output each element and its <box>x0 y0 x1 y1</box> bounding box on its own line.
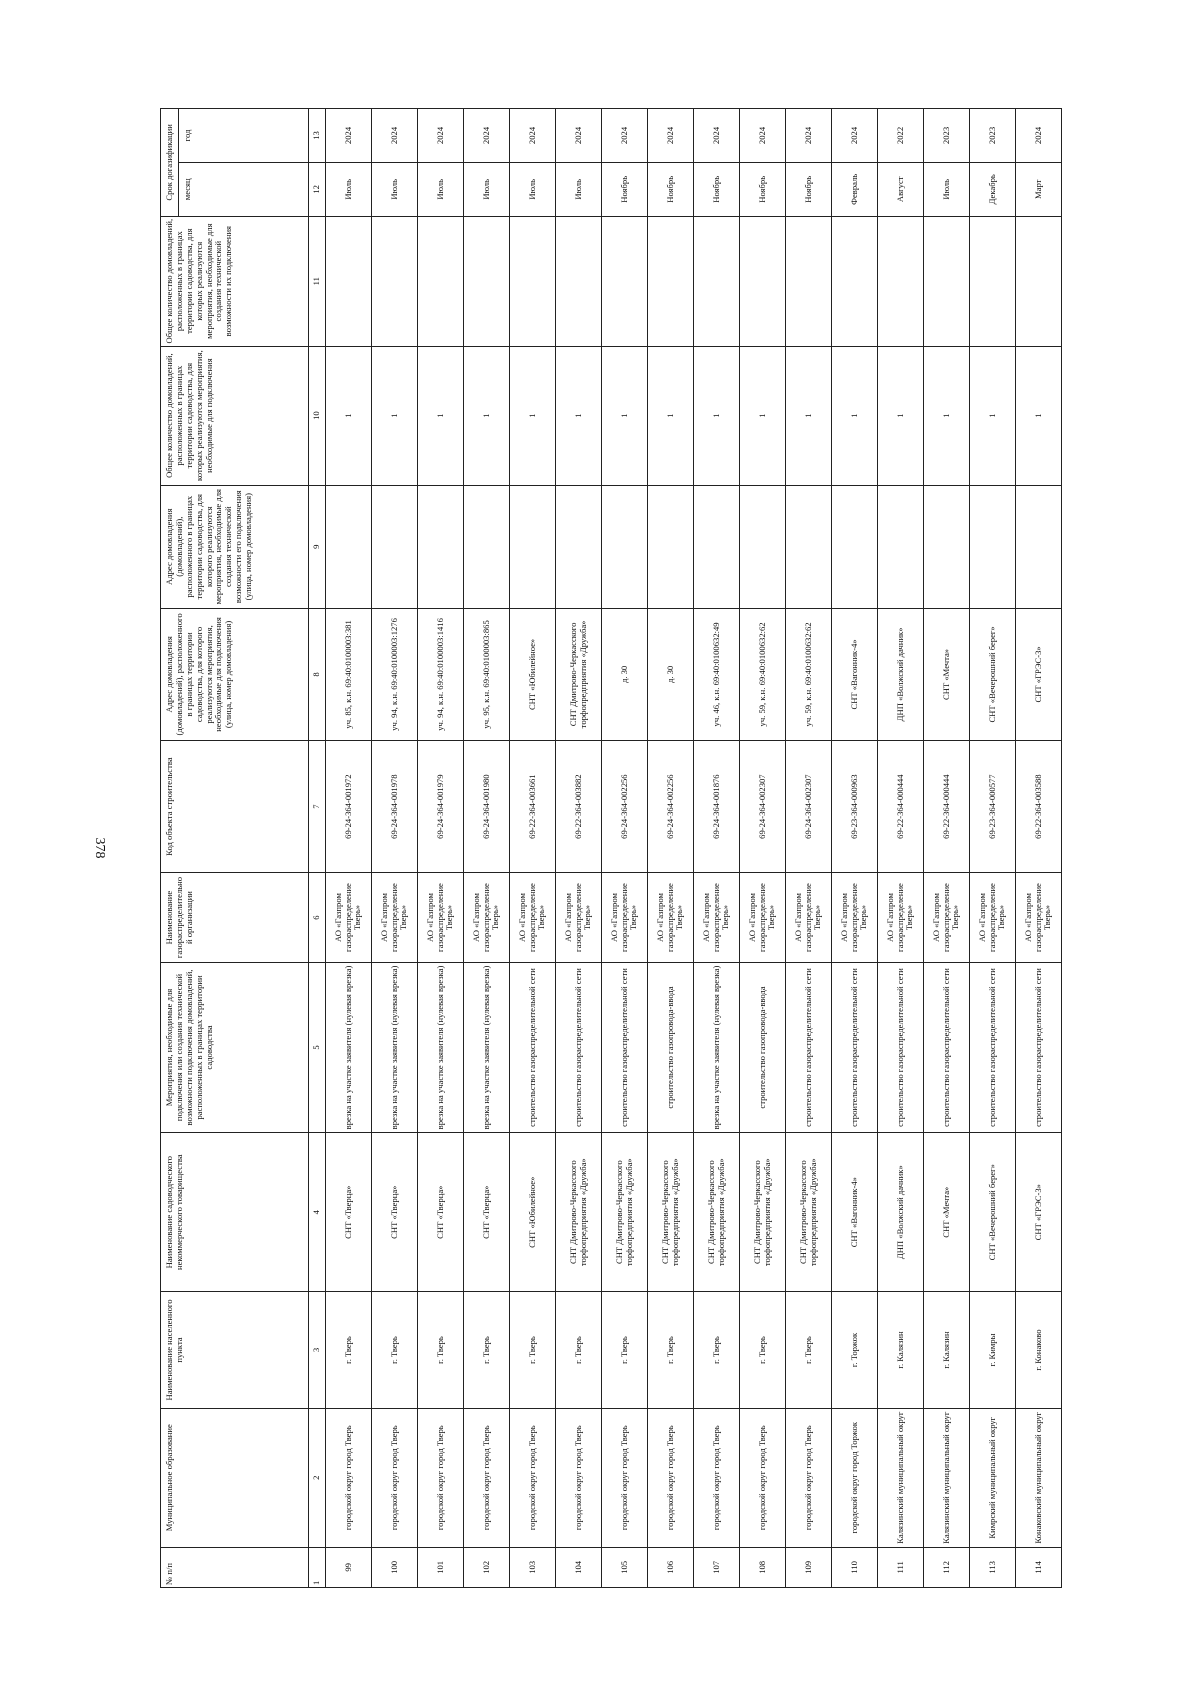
header-year: год <box>179 109 309 163</box>
month-cell: Июль <box>464 162 510 216</box>
month-cell: Июль <box>418 162 464 216</box>
month-cell: Август <box>878 162 924 216</box>
code-cell: 69-24-364-002307 <box>786 741 832 873</box>
snt-cell: СНТ Дмитрово-Черкасского торфопредприятия «Дружба» <box>648 1133 694 1292</box>
code-cell: 69-23-364-000577 <box>970 741 1016 873</box>
address-capability-cell <box>556 485 602 608</box>
column-number: 11 <box>309 216 326 346</box>
address-connect-cell: д. 30 <box>602 608 648 740</box>
address-connect-cell: уч. 85, к.н. 69:40:0100003:381 <box>326 608 372 740</box>
header-count-capability: Общее количество домовладений, расположенных в границах территории садоводства, для которых реализуются мероприятия, необходимые для создания технической возможности их подключения <box>161 216 309 346</box>
organization-cell: АО «Газпром газораспределение Тверь» <box>556 873 602 963</box>
event-cell: строительство газораспределительной сети <box>1016 962 1062 1132</box>
settlement-cell: г. Тверь <box>740 1292 786 1409</box>
column-numbers-row <box>309 109 326 1588</box>
address-connect-cell: уч. 94, к.н. 69:40:0100003:1276 <box>372 608 418 740</box>
settlement-cell: г. Тверь <box>372 1292 418 1409</box>
address-capability-cell <box>372 485 418 608</box>
organization-cell: АО «Газпром газораспределение Тверь» <box>924 873 970 963</box>
column-number: 10 <box>309 346 326 485</box>
snt-cell: СНТ «Мечта» <box>924 1133 970 1292</box>
column-number: 6 <box>309 873 326 963</box>
address-connect-cell: СНТ «Вечерошний берег» <box>970 608 1016 740</box>
count-connect-cell: 1 <box>878 346 924 485</box>
event-cell: врезка на участке заявителя (нулевая врезка) <box>464 962 510 1132</box>
event-cell: строительство газораспределительной сети <box>556 962 602 1132</box>
table-row <box>970 109 1016 1588</box>
organization-cell: АО «Газпром газораспределение Тверь» <box>832 873 878 963</box>
code-cell: 69-24-364-002307 <box>740 741 786 873</box>
organization-cell: АО «Газпром газораспределение Тверь» <box>648 873 694 963</box>
event-cell: строительство газораспределительной сети <box>970 962 1016 1132</box>
column-number: 13 <box>309 109 326 163</box>
count-capability-cell <box>418 216 464 346</box>
count-capability-cell <box>648 216 694 346</box>
municipality-cell: Конаковский муниципальный округ <box>1016 1408 1062 1547</box>
address-capability-cell <box>464 485 510 608</box>
column-number: 8 <box>309 608 326 740</box>
code-cell: 69-22-364-000444 <box>924 741 970 873</box>
table-row <box>878 109 924 1588</box>
count-connect-cell: 1 <box>1016 346 1062 485</box>
snt-cell: СНТ Дмитрово-Черкасского торфопредприятия «Дружба» <box>694 1133 740 1292</box>
settlement-cell: г. Конаково <box>1016 1292 1062 1409</box>
count-connect-cell: 1 <box>786 346 832 485</box>
month-cell: Июль <box>556 162 602 216</box>
count-connect-cell: 1 <box>556 346 602 485</box>
table-body <box>326 109 1062 1588</box>
month-cell: Ноябрь <box>740 162 786 216</box>
settlement-cell: г. Тверь <box>602 1292 648 1409</box>
event-cell: врезка на участке заявителя (нулевая врезка) <box>326 962 372 1132</box>
address-capability-cell <box>832 485 878 608</box>
code-cell: 69-24-364-001979 <box>418 741 464 873</box>
count-connect-cell: 1 <box>648 346 694 485</box>
snt-cell: СНТ Дмитрово-Черкасского торфопредприятия «Дружба» <box>556 1133 602 1292</box>
municipality-cell: Калязинский муниципальный округ <box>878 1408 924 1547</box>
snt-cell: СНТ Дмитрово-Черкасского торфопредприятия «Дружба» <box>740 1133 786 1292</box>
snt-cell: ДНП «Волжский дачник» <box>878 1133 924 1292</box>
row-number-cell: 103 <box>510 1547 556 1587</box>
event-cell: строительство газораспределительной сети <box>602 962 648 1132</box>
table-container <box>160 108 1060 1588</box>
header-snt: Наименование садоводческого некоммерческого товарищества <box>161 1133 309 1292</box>
year-cell: 2024 <box>602 109 648 163</box>
address-capability-cell <box>510 485 556 608</box>
organization-cell: АО «Газпром газораспределение Тверь» <box>464 873 510 963</box>
header-code: Код объекта строительства <box>161 741 309 873</box>
table-row <box>602 109 648 1588</box>
month-cell: Ноябрь <box>694 162 740 216</box>
year-cell: 2024 <box>326 109 372 163</box>
count-connect-cell: 1 <box>694 346 740 485</box>
organization-cell: АО «Газпром газораспределение Тверь» <box>740 873 786 963</box>
count-capability-cell <box>924 216 970 346</box>
municipality-cell: Кимрский муниципальный округ <box>970 1408 1016 1547</box>
snt-cell: СНТ «Тверца» <box>418 1133 464 1292</box>
snt-cell: СНТ «Тверца» <box>372 1133 418 1292</box>
settlement-cell: г. Тверь <box>418 1292 464 1409</box>
row-number-cell: 107 <box>694 1547 740 1587</box>
snt-cell: СНТ «Тверца» <box>326 1133 372 1292</box>
organization-cell: АО «Газпром газораспределение Тверь» <box>1016 873 1062 963</box>
municipality-cell: городской округ город Тверь <box>372 1408 418 1547</box>
count-capability-cell <box>878 216 924 346</box>
month-cell: Февраль <box>832 162 878 216</box>
event-cell: врезка на участке заявителя (нулевая врезка) <box>372 962 418 1132</box>
organization-cell: АО «Газпром газораспределение Тверь» <box>372 873 418 963</box>
snt-cell: СНТ Дмитрово-Черкасского торфопредприятия «Дружба» <box>786 1133 832 1292</box>
event-cell: строительство газопровода-ввода <box>648 962 694 1132</box>
code-cell: 69-23-364-000963 <box>832 741 878 873</box>
header-deadline: Срок догазификации <box>161 109 179 217</box>
snt-cell: СНТ Дмитрово-Черкасского торфопредприятия «Дружба» <box>602 1133 648 1292</box>
address-capability-cell <box>418 485 464 608</box>
organization-cell: АО «Газпром газораспределение Тверь» <box>326 873 372 963</box>
event-cell: строительство газораспределительной сети <box>786 962 832 1132</box>
year-cell: 2024 <box>556 109 602 163</box>
count-capability-cell <box>556 216 602 346</box>
settlement-cell: г. Тверь <box>694 1292 740 1409</box>
code-cell: 69-24-364-001980 <box>464 741 510 873</box>
row-number-cell: 101 <box>418 1547 464 1587</box>
code-cell: 69-22-364-003661 <box>510 741 556 873</box>
row-number-cell: 109 <box>786 1547 832 1587</box>
year-cell: 2022 <box>878 109 924 163</box>
year-cell: 2024 <box>694 109 740 163</box>
row-number-cell: 102 <box>464 1547 510 1587</box>
table-row <box>740 109 786 1588</box>
header-address-capability: Адрес домовладения (домовладений), расположенного в границах территории садоводства, для которого реализуются мероприятия, необходимые для создания технической возможности его подключения (улица, номер домовладения) <box>161 485 309 608</box>
year-cell: 2024 <box>648 109 694 163</box>
year-cell: 2024 <box>464 109 510 163</box>
count-capability-cell <box>372 216 418 346</box>
row-number-cell: 113 <box>970 1547 1016 1587</box>
event-cell: строительство газораспределительной сети <box>832 962 878 1132</box>
count-connect-cell: 1 <box>740 346 786 485</box>
settlement-cell: г. Тверь <box>464 1292 510 1409</box>
snt-cell: СНТ «ГРЭС-3» <box>1016 1133 1062 1292</box>
header-month: месяц <box>179 162 309 216</box>
count-connect-cell: 1 <box>602 346 648 485</box>
column-number: 9 <box>309 485 326 608</box>
count-connect-cell: 1 <box>924 346 970 485</box>
count-capability-cell <box>786 216 832 346</box>
year-cell: 2024 <box>510 109 556 163</box>
address-capability-cell <box>694 485 740 608</box>
month-cell: Ноябрь <box>602 162 648 216</box>
event-cell: строительство газопровода-ввода <box>740 962 786 1132</box>
address-connect-cell: д. 30 <box>648 608 694 740</box>
row-number-cell: 112 <box>924 1547 970 1587</box>
table-row <box>786 109 832 1588</box>
month-cell: Ноябрь <box>786 162 832 216</box>
count-connect-cell: 1 <box>326 346 372 485</box>
organization-cell: АО «Газпром газораспределение Тверь» <box>602 873 648 963</box>
header-settlement: Наименование населенного пункта <box>161 1292 309 1409</box>
organization-cell: АО «Газпром газораспределение Тверь» <box>510 873 556 963</box>
year-cell: 2024 <box>1016 109 1062 163</box>
address-capability-cell <box>326 485 372 608</box>
code-cell: 69-22-364-003882 <box>556 741 602 873</box>
address-connect-cell: СНТ «Вагонник-4» <box>832 608 878 740</box>
count-capability-cell <box>740 216 786 346</box>
header-row <box>161 109 179 1588</box>
municipality-cell: городской округ город Тверь <box>740 1408 786 1547</box>
table-row <box>510 109 556 1588</box>
year-cell: 2024 <box>372 109 418 163</box>
month-cell: Март <box>1016 162 1062 216</box>
address-capability-cell <box>970 485 1016 608</box>
row-number-cell: 105 <box>602 1547 648 1587</box>
address-capability-cell <box>648 485 694 608</box>
settlement-cell: г. Тверь <box>556 1292 602 1409</box>
settlement-cell: г. Тверь <box>326 1292 372 1409</box>
count-connect-cell: 1 <box>510 346 556 485</box>
table-row <box>1016 109 1062 1588</box>
address-capability-cell <box>1016 485 1062 608</box>
address-capability-cell <box>786 485 832 608</box>
event-cell: врезка на участке заявителя (нулевая врезка) <box>694 962 740 1132</box>
event-cell: строительство газораспределительной сети <box>878 962 924 1132</box>
code-cell: 69-22-364-003588 <box>1016 741 1062 873</box>
year-cell: 2024 <box>418 109 464 163</box>
table-row <box>372 109 418 1588</box>
gasification-table <box>160 108 1062 1588</box>
address-capability-cell <box>878 485 924 608</box>
year-cell: 2024 <box>740 109 786 163</box>
count-capability-cell <box>970 216 1016 346</box>
municipality-cell: городской округ город Тверь <box>786 1408 832 1547</box>
snt-cell: СНТ «Юбилейное» <box>510 1133 556 1292</box>
code-cell: 69-24-364-001876 <box>694 741 740 873</box>
code-cell: 69-24-364-002256 <box>602 741 648 873</box>
settlement-cell: г. Торжок <box>832 1292 878 1409</box>
column-number: 12 <box>309 162 326 216</box>
municipality-cell: городской округ город Тверь <box>602 1408 648 1547</box>
table-row <box>326 109 372 1588</box>
snt-cell: СНТ «Вечерошний берег» <box>970 1133 1016 1292</box>
settlement-cell: г. Тверь <box>786 1292 832 1409</box>
snt-cell: СНТ «Вагонник-4» <box>832 1133 878 1292</box>
address-connect-cell: СНТ «Юбилейное» <box>510 608 556 740</box>
table-row <box>924 109 970 1588</box>
row-number-cell: 114 <box>1016 1547 1062 1587</box>
count-capability-cell <box>1016 216 1062 346</box>
municipality-cell: Калязинский муниципальный округ <box>924 1408 970 1547</box>
header-organization: Наименование газораспределительной организации <box>161 873 309 963</box>
column-number: 5 <box>309 962 326 1132</box>
count-connect-cell: 1 <box>970 346 1016 485</box>
address-connect-cell: ДНП «Волжский дачник» <box>878 608 924 740</box>
settlement-cell: г. Тверь <box>510 1292 556 1409</box>
municipality-cell: городской округ город Торжок <box>832 1408 878 1547</box>
count-capability-cell <box>510 216 556 346</box>
count-capability-cell <box>464 216 510 346</box>
settlement-cell: г. Калязин <box>878 1292 924 1409</box>
address-capability-cell <box>602 485 648 608</box>
column-number: 7 <box>309 741 326 873</box>
municipality-cell: городской округ город Тверь <box>694 1408 740 1547</box>
settlement-cell: г. Калязин <box>924 1292 970 1409</box>
municipality-cell: городской округ город Тверь <box>556 1408 602 1547</box>
column-number: 4 <box>309 1133 326 1292</box>
year-cell: 2023 <box>970 109 1016 163</box>
count-connect-cell: 1 <box>832 346 878 485</box>
address-capability-cell <box>740 485 786 608</box>
organization-cell: АО «Газпром газораспределение Тверь» <box>970 873 1016 963</box>
snt-cell: СНТ «Тверца» <box>464 1133 510 1292</box>
year-cell: 2023 <box>924 109 970 163</box>
month-cell: Июль <box>924 162 970 216</box>
month-cell: Июль <box>326 162 372 216</box>
organization-cell: АО «Газпром газораспределение Тверь» <box>418 873 464 963</box>
count-capability-cell <box>602 216 648 346</box>
settlement-cell: г. Тверь <box>648 1292 694 1409</box>
column-number: 2 <box>309 1408 326 1547</box>
row-number-cell: 104 <box>556 1547 602 1587</box>
header-event: Мероприятия, необходимые для подключения или создания технической возможности подключения домовладений, расположенных в границах территории садоводства <box>161 962 309 1132</box>
address-connect-cell: уч. 59, к.н. 69:40:0100632:62 <box>786 608 832 740</box>
year-cell: 2024 <box>832 109 878 163</box>
month-cell: Июль <box>372 162 418 216</box>
count-capability-cell <box>326 216 372 346</box>
column-number: 3 <box>309 1292 326 1409</box>
row-number-cell: 99 <box>326 1547 372 1587</box>
code-cell: 69-24-364-002256 <box>648 741 694 873</box>
address-connect-cell: СНТ «ГРЭС-3» <box>1016 608 1062 740</box>
table-row <box>464 109 510 1588</box>
code-cell: 69-22-364-000444 <box>878 741 924 873</box>
table-row <box>648 109 694 1588</box>
count-capability-cell <box>832 216 878 346</box>
address-capability-cell <box>924 485 970 608</box>
count-connect-cell: 1 <box>372 346 418 485</box>
column-number: 1 <box>309 1547 326 1587</box>
header-count-connect: Общее количество домовладений, расположенных в границах территории садоводства, для которых реализуются мероприятия, необходимые для подключения <box>161 346 309 485</box>
address-connect-cell: уч. 46, к.н. 69:40:0100632:49 <box>694 608 740 740</box>
table-row <box>832 109 878 1588</box>
municipality-cell: городской округ город Тверь <box>418 1408 464 1547</box>
month-cell: Декабрь <box>970 162 1016 216</box>
row-number-cell: 110 <box>832 1547 878 1587</box>
organization-cell: АО «Газпром газораспределение Тверь» <box>694 873 740 963</box>
table-row <box>556 109 602 1588</box>
municipality-cell: городской округ город Тверь <box>648 1408 694 1547</box>
row-number-cell: 108 <box>740 1547 786 1587</box>
event-cell: врезка на участке заявителя (нулевая врезка) <box>418 962 464 1132</box>
event-cell: строительство газораспределительной сети <box>924 962 970 1132</box>
month-cell: Июль <box>510 162 556 216</box>
code-cell: 69-24-364-001978 <box>372 741 418 873</box>
table-row <box>694 109 740 1588</box>
address-connect-cell: уч. 59, к.н. 69:40:0100632:62 <box>740 608 786 740</box>
page-number: 378 <box>92 837 107 859</box>
year-cell: 2024 <box>786 109 832 163</box>
count-capability-cell <box>694 216 740 346</box>
row-number-cell: 100 <box>372 1547 418 1587</box>
address-connect-cell: СНТ Дмитрово-Черкасского торфопредприятия «Дружба» <box>556 608 602 740</box>
municipality-cell: городской округ город Тверь <box>464 1408 510 1547</box>
municipality-cell: городской округ город Тверь <box>510 1408 556 1547</box>
organization-cell: АО «Газпром газораспределение Тверь» <box>786 873 832 963</box>
address-connect-cell: СНТ «Мечта» <box>924 608 970 740</box>
address-connect-cell: уч. 94, к.н. 69:40:0100003:1416 <box>418 608 464 740</box>
event-cell: строительство газораспределительной сети <box>510 962 556 1132</box>
count-connect-cell: 1 <box>418 346 464 485</box>
table-row <box>418 109 464 1588</box>
row-number-cell: 106 <box>648 1547 694 1587</box>
header-address-connect: Адрес домовладения (домовладений), расположенного в границах территории садоводства, для которого реализуются мероприятия, необходимые для подключения (улица, номер домовладения) <box>161 608 309 740</box>
header-num: № п/п <box>161 1547 309 1587</box>
address-connect-cell: уч. 95, к.н. 69:40:0100003:865 <box>464 608 510 740</box>
code-cell: 69-24-364-001972 <box>326 741 372 873</box>
settlement-cell: г. Кимры <box>970 1292 1016 1409</box>
month-cell: Ноябрь <box>648 162 694 216</box>
row-number-cell: 111 <box>878 1547 924 1587</box>
count-connect-cell: 1 <box>464 346 510 485</box>
organization-cell: АО «Газпром газораспределение Тверь» <box>878 873 924 963</box>
header-municipality: Муниципальное образование <box>161 1408 309 1547</box>
municipality-cell: городской округ город Тверь <box>326 1408 372 1547</box>
